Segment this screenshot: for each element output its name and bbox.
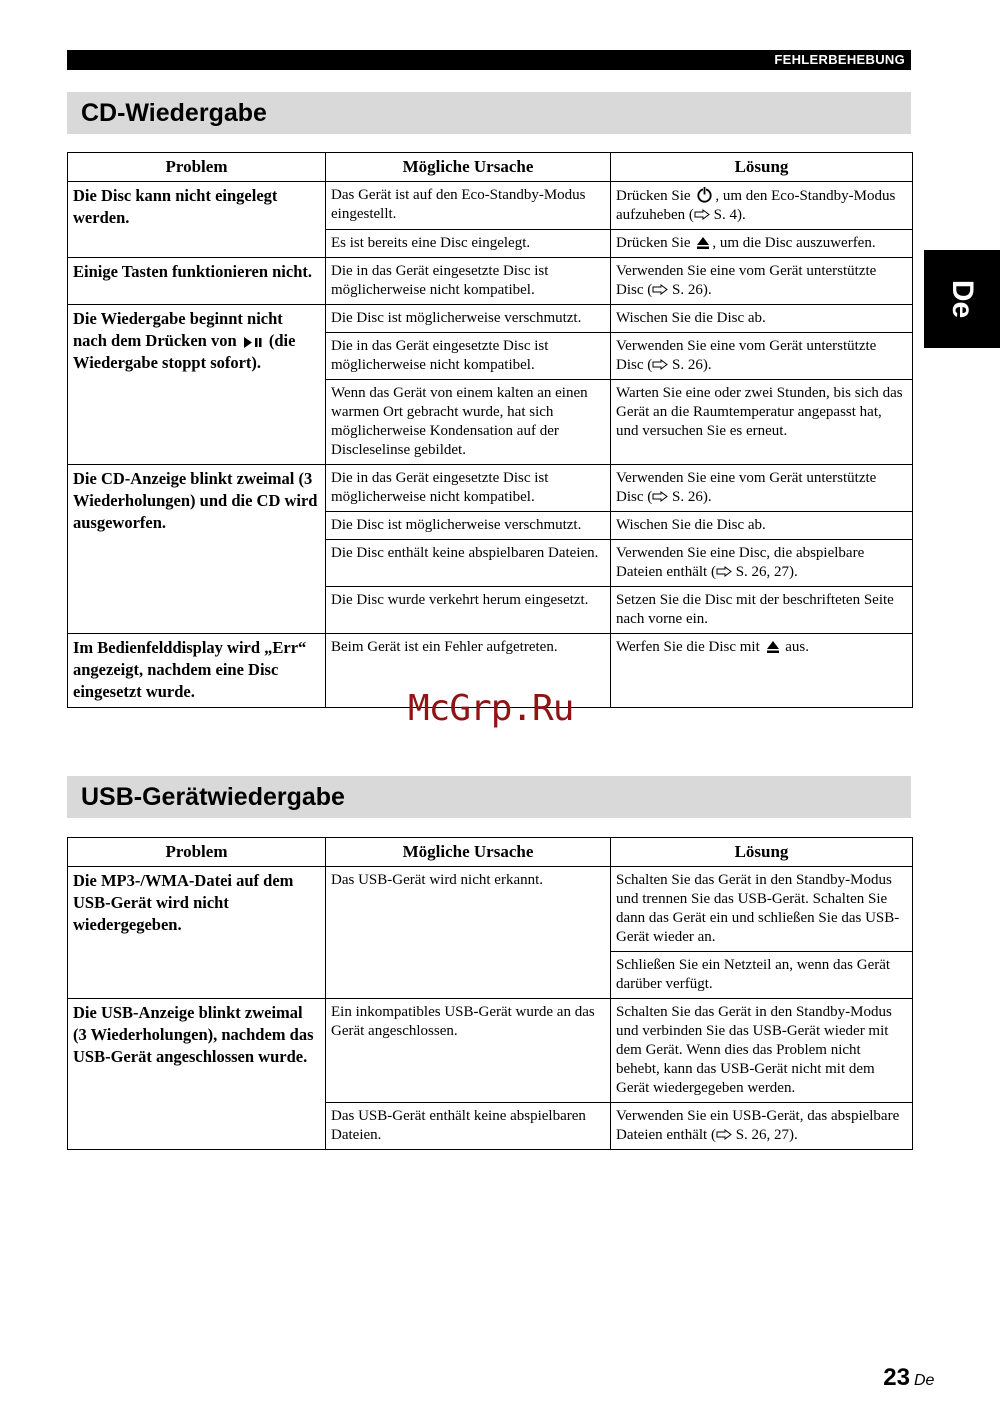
table-row — [68, 867, 913, 952]
solution-text: S. 26, 27). — [731, 1127, 798, 1143]
problem-cell: Die USB-Anzeige blinkt zweimal (3 Wiederholungen), nachdem das USB-Gerät angeschlossen wurde. — [68, 999, 326, 1150]
problem-cell — [68, 305, 326, 465]
column-header-solution: Lösung — [611, 838, 913, 867]
cd-section-title: CD-Wiedergabe — [81, 99, 267, 127]
reference-hand-icon — [652, 491, 668, 502]
solution-cell — [611, 634, 913, 708]
problem-cell: Einige Tasten funktionieren nicht. — [68, 258, 326, 305]
language-tab-label: De — [946, 279, 979, 319]
solution-text: Drücken Sie — [616, 188, 691, 204]
problem-text: (die Wiedergabe stoppt sofort). — [73, 331, 296, 372]
solution-text: , um die Disc auszuwerfen. — [712, 235, 876, 251]
cause-cell: Die Disc wurde verkehrt herum eingesetzt. — [326, 587, 611, 634]
watermark: McGrp.Ru — [408, 688, 574, 729]
column-header-cause: Mögliche Ursache — [326, 838, 611, 867]
cause-cell: Es ist bereits eine Disc eingelegt. — [326, 230, 611, 258]
solution-text: S. 26). — [668, 282, 712, 298]
solution-text: aus. — [785, 639, 810, 655]
solution-text: Verwenden Sie eine vom Gerät unterstützte Disc ( — [616, 338, 877, 373]
reference-hand-icon — [716, 566, 732, 577]
solution-cell: Wischen Sie die Disc ab. — [611, 512, 913, 540]
solution-text: S. 26). — [668, 489, 712, 505]
problem-text: Die Wiedergabe beginnt nicht nach dem Drücken von — [73, 309, 283, 350]
cd-troubleshooting-table — [67, 152, 913, 708]
solution-text: S. 26, 27). — [731, 564, 798, 580]
reference-hand-icon — [716, 1129, 732, 1140]
reference-hand-icon — [652, 284, 668, 295]
solution-cell: Wischen Sie die Disc ab. — [611, 305, 913, 333]
column-header-cause: Mögliche Ursache — [326, 153, 611, 182]
table-row — [68, 258, 913, 305]
cause-cell: Das USB-Gerät enthält keine abspielbaren Dateien. — [326, 1103, 611, 1150]
cause-cell: Die in das Gerät eingesetzte Disc ist möglicherweise nicht kompatibel. — [326, 333, 611, 380]
cd-section-title-bar — [67, 92, 911, 134]
problem-cell: Die CD-Anzeige blinkt zweimal (3 Wiederholungen) und die CD wird ausgeworfen. — [68, 465, 326, 634]
header-bar — [67, 50, 911, 70]
table-row — [68, 305, 913, 333]
page-language: De — [914, 1372, 935, 1389]
reference-hand-icon — [694, 209, 710, 220]
usb-troubleshooting-table — [67, 837, 913, 1150]
usb-section-title-bar — [67, 776, 911, 818]
cause-cell: Das Gerät ist auf den Eco-Standby-Modus eingestellt. — [326, 182, 611, 230]
cause-cell: Die Disc ist möglicherweise verschmutzt. — [326, 305, 611, 333]
solution-cell: Schalten Sie das Gerät in den Standby-Modus und verbinden Sie das USB-Gerät wieder mit dem Gerät. Wenn dies das Problem nicht behebt, kann das USB-Gerät nicht mit dem Gerät wiedergegeben werden. — [611, 999, 913, 1103]
play-pause-icon — [243, 336, 263, 349]
cause-cell: Die Disc ist möglicherweise verschmutzt. — [326, 512, 611, 540]
eject-icon — [696, 236, 710, 250]
cause-cell: Die in das Gerät eingesetzte Disc ist möglicherweise nicht kompatibel. — [326, 465, 611, 512]
solution-text: Verwenden Sie eine vom Gerät unterstützte Disc ( — [616, 263, 877, 298]
solution-cell — [611, 1103, 913, 1150]
solution-text: Verwenden Sie eine vom Gerät unterstützte Disc ( — [616, 470, 877, 505]
table-row — [68, 182, 913, 230]
solution-text: Verwenden Sie eine Disc, die abspielbare Dateien enthält ( — [616, 545, 865, 580]
cause-cell: Wenn das Gerät von einem kalten an einen warmen Ort gebracht wurde, hat sich möglicherweise Kondensation auf der Discleselinse gebildet. — [326, 380, 611, 465]
table-row — [68, 465, 913, 512]
page-number: 23 — [883, 1364, 910, 1391]
column-header-problem: Problem — [68, 153, 326, 182]
power-icon — [696, 186, 713, 203]
solution-cell — [611, 230, 913, 258]
solution-cell: Schalten Sie das Gerät in den Standby-Modus und trennen Sie das USB-Gerät. Schalten Sie dann das Gerät ein und schließen Sie das USB-Gerät wieder an. — [611, 867, 913, 952]
solution-cell: Warten Sie eine oder zwei Stunden, bis sich das Gerät an die Raumtemperatur angepasst hat, und versuchen Sie es erneut. — [611, 380, 913, 465]
language-tab — [924, 250, 1000, 348]
solution-cell — [611, 465, 913, 512]
section-label: FEHLERBEHEBUNG — [774, 52, 905, 67]
table-header-row — [68, 838, 913, 867]
eject-icon — [766, 640, 780, 654]
solution-text: S. 26). — [668, 357, 712, 373]
cause-cell: Ein inkompatibles USB-Gerät wurde an das Gerät angeschlossen. — [326, 999, 611, 1103]
column-header-problem: Problem — [68, 838, 326, 867]
solution-cell: Schließen Sie ein Netzteil an, wenn das Gerät darüber verfügt. — [611, 952, 913, 999]
usb-section-title: USB-Gerätwiedergabe — [81, 783, 345, 811]
solution-text: Verwenden Sie ein USB-Gerät, das abspielbare Dateien enthält ( — [616, 1108, 900, 1143]
solution-cell — [611, 258, 913, 305]
cause-cell: Die in das Gerät eingesetzte Disc ist möglicherweise nicht kompatibel. — [326, 258, 611, 305]
solution-text: Werfen Sie die Disc mit — [616, 639, 760, 655]
cause-cell: Beim Gerät ist ein Fehler aufgetreten. — [326, 634, 611, 708]
cause-cell: Die Disc enthält keine abspielbaren Dateien. — [326, 540, 611, 587]
column-header-solution: Lösung — [611, 153, 913, 182]
problem-cell: Die MP3-/WMA-Datei auf dem USB-Gerät wird nicht wiedergegeben. — [68, 867, 326, 999]
problem-cell: Die Disc kann nicht eingelegt werden. — [68, 182, 326, 258]
solution-cell: Setzen Sie die Disc mit der beschrifteten Seite nach vorne ein. — [611, 587, 913, 634]
reference-hand-icon — [652, 359, 668, 370]
table-row — [68, 999, 913, 1103]
solution-text: , um den Eco-Standby-Modus aufzuheben ( — [616, 188, 896, 223]
table-header-row — [68, 153, 913, 182]
solution-cell — [611, 182, 913, 230]
problem-cell: Im Bedienfelddisplay wird „Err“ angezeigt, nachdem eine Disc eingesetzt wurde. — [68, 634, 326, 708]
solution-cell — [611, 333, 913, 380]
solution-cell — [611, 540, 913, 587]
solution-text: S. 4). — [709, 207, 746, 223]
cause-cell: Das USB-Gerät wird nicht erkannt. — [326, 867, 611, 999]
solution-text: Drücken Sie — [616, 235, 691, 251]
